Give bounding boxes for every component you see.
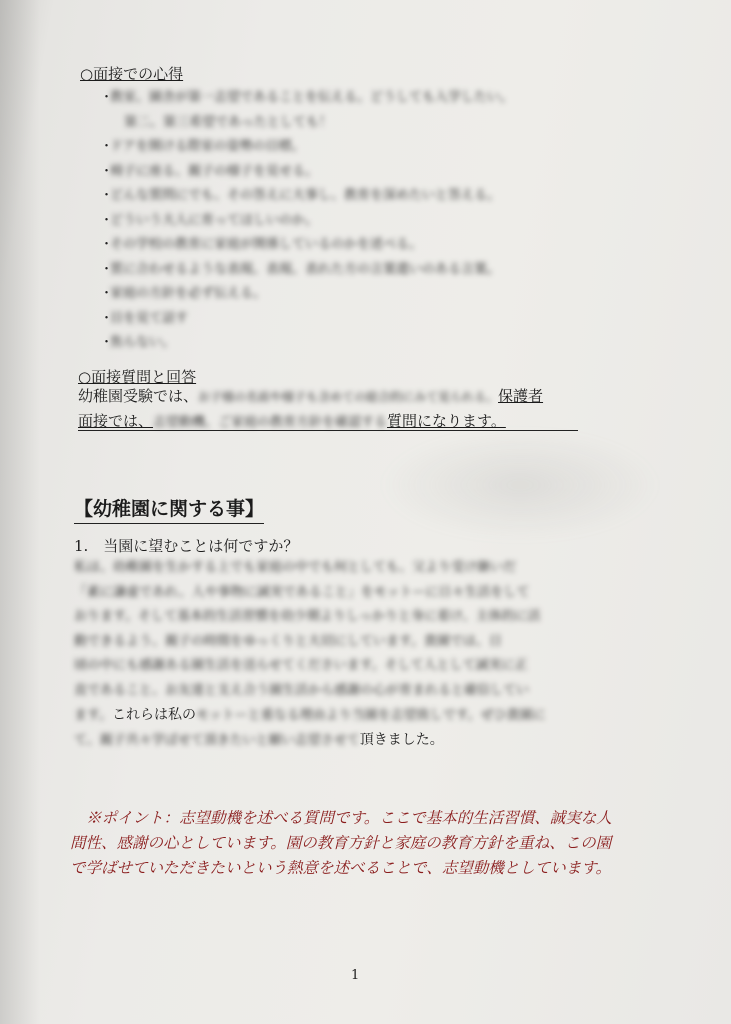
interview-tips-list [100,86,640,356]
qa-intro-line-2: 面接では、志望動機、ご家庭の教育方針を確認する質問になります。 [78,412,506,430]
question-1: 1. 当園に望むことは何ですか？ [74,537,299,555]
answer-line: 直であること、お友達と支え合う園生活から感謝の心が育まれると確信してい [74,682,530,698]
point-note-line: で学ばせていただきたいという熱意を述べることで、志望動機としています。 [70,859,611,877]
qa-intro-line-1: 幼稚園受験では、お子様の名前や様子も含めての総合的にみて見られる。保護者 [78,387,544,405]
list-item: ・焦らない。 [100,335,176,350]
answer-line: 頃の中にも感謝ある園生活を送らせてくださいます。そして人として誠実に正 [74,658,528,673]
answer-line: 「素に謙虚であれ、人や事物に誠実であること」をモットーに日々生活をして [74,584,530,600]
list-item: ・家庭の方針を必ず伝える。 [100,286,267,301]
list-item: ・どんな質問にでも、その答えに大事し、教育を深めたいと答える。 [100,188,501,203]
page-number: 1 [351,968,360,983]
answer-line: おります。そして基本的生活習慣を幼少期よりしっかりと身に着け、主体的に活 [74,609,541,624]
list-item: 第二、第三希望であったとしても！ [124,114,332,130]
list-item: ・その学校の教育に家庭が関係しているのかを述べる。 [100,237,423,252]
answer-line: ます。これらは私のモットーと重なる理由より当園を志望致しです。ぜひ貴園に [74,707,546,723]
list-item: ・質に合わせるような表現、表現、表れた方の言葉遣いのある言葉。 [100,261,501,277]
list-item: ・目を見て話す [100,310,189,326]
interview-qa-heading: ○面接質問と回答 [78,368,197,386]
list-item: ・ドアを開ける際室の姿勢の目標。 [100,139,305,154]
answer-line: 私は、幼稚園を生かする上でも家庭の中でも何としても、父より受け継いだ [74,560,517,575]
list-item: ・どういう大人に育ってほしいのか。 [100,212,319,228]
answer-line: て、親子共々学ばせて頂きたいと願い志望させて頂きました。 [74,731,444,748]
point-note-line: ※ポイント：志望動機を述べる質問です。ここで基本的生活習慣、誠実な人 [86,809,612,827]
point-note-line: 間性、感謝の心としています。園の教育方針と家庭の教育方針を重ね、この園 [70,834,612,852]
answer-line: 動できるよう、親子の時間をゆっくりと大切にしています。貴園では、日 [74,633,502,649]
list-item: ・教室、園舎が第一志望であることを伝える。どうしても入学したい。 [100,90,514,105]
answer-block [74,556,654,752]
list-item: ・椅子に座る、親子の様子を見せる。 [100,163,319,179]
kindergarten-section-heading: 【幼稚園に関する事】 [74,494,264,524]
interview-tips-heading: ○面接での心得 [80,65,184,83]
point-note [70,806,670,881]
bleed-through-shadow [380,430,660,540]
